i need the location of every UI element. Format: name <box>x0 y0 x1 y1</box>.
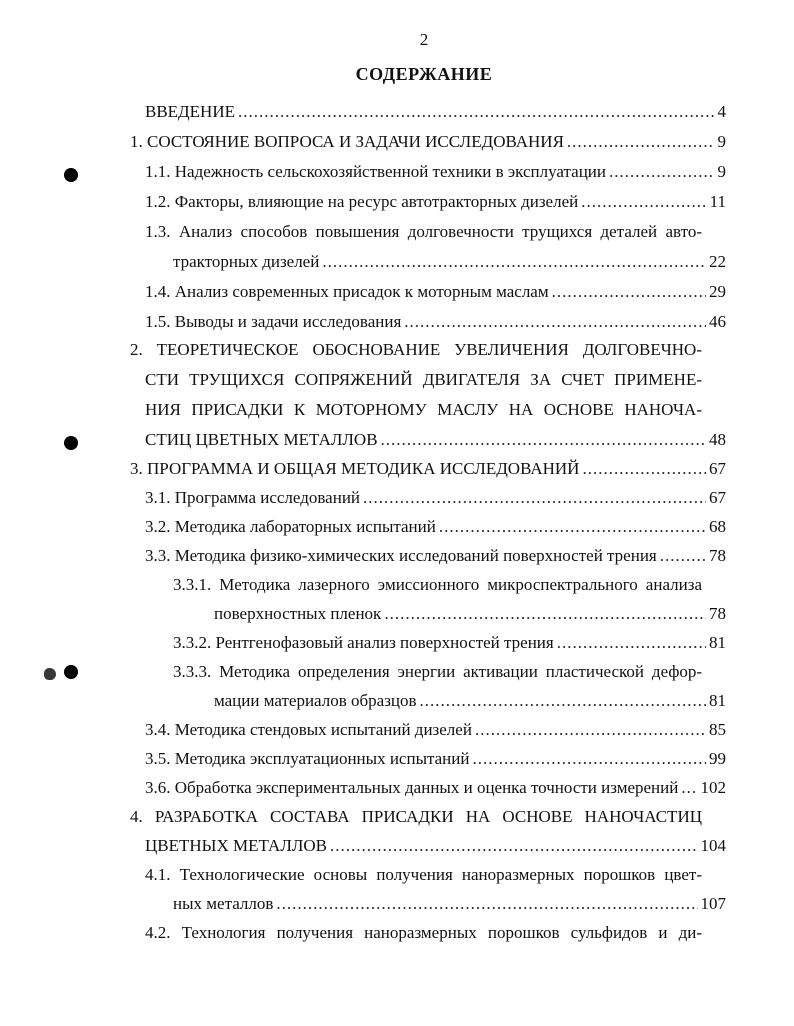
toc-entry-text: 3.6. Обработка экспериментальных данных и оценка точности измерений <box>145 778 679 797</box>
page-number: 2 <box>419 30 429 49</box>
toc-entry-chapter-4-line1[interactable]: 4. РАЗРАБОТКА СОСТАВА ПРИСАДКИ НА ОСНОВЕ НАНОЧАСТИЦ <box>130 807 702 826</box>
toc-entry-text: ВВЕДЕНИЕ <box>145 102 235 121</box>
toc-entry-section-1-3[interactable] <box>173 248 726 276</box>
toc-entry-text: СТИЦ ЦВЕТНЫХ МЕТАЛЛОВ <box>145 430 378 449</box>
toc-entry-page: 67 <box>709 459 726 478</box>
binder-hole-mark <box>64 665 78 679</box>
toc-entry-page: 81 <box>709 633 726 652</box>
toc-entry-page: 22 <box>709 252 726 271</box>
toc-entry-page: 107 <box>700 894 726 913</box>
toc-entry-page: 104 <box>700 836 726 855</box>
toc-entry-page: 68 <box>709 517 726 536</box>
toc-entry-section-3-3-3[interactable] <box>214 687 726 715</box>
toc-entry-section-3-3-2[interactable] <box>173 629 726 657</box>
toc-entry-chapter-2-line1[interactable]: 2. ТЕОРЕТИЧЕСКОЕ ОБОСНОВАНИЕ УВЕЛИЧЕНИЯ ДОЛГОВЕЧНО- <box>130 340 702 359</box>
toc-entry-chapter-3[interactable] <box>130 455 726 483</box>
toc-entry-chapter-1[interactable] <box>130 128 726 156</box>
toc-entry-text: 3.3. Методика физико-химических исследований поверхностей трения <box>145 546 657 565</box>
toc-entry-section-1-4[interactable] <box>145 278 726 306</box>
toc-entry-section-3-3-1[interactable] <box>214 600 726 628</box>
toc-entry-section-3-6[interactable] <box>145 774 726 802</box>
toc-entry-page: 11 <box>709 192 726 211</box>
toc-entry-page: 48 <box>709 430 726 449</box>
toc-entry-text: 3.2. Методика лабораторных испытаний <box>145 517 436 536</box>
toc-entry-text: 1.5. Выводы и задачи исследования <box>145 312 402 331</box>
toc-entry-chapter-4[interactable] <box>145 832 726 860</box>
toc-entry-text: 3.5. Методика эксплуатационных испытаний <box>145 749 470 768</box>
toc-entry-section-3-3[interactable] <box>145 542 726 570</box>
binder-hole-mark <box>64 436 78 450</box>
toc-entry-text: ных металлов <box>173 894 274 913</box>
toc-entry-text: тракторных дизелей <box>173 252 320 271</box>
toc-entry-page: 67 <box>709 488 726 507</box>
toc-entry-section-1-2[interactable] <box>145 188 726 216</box>
page-title: СОДЕРЖАНИЕ <box>355 64 493 84</box>
toc-entry-section-1-5[interactable] <box>145 308 726 336</box>
toc-entry-page: 99 <box>709 749 726 768</box>
ink-smudge <box>44 668 56 680</box>
toc-entry-chapter-2[interactable] <box>145 426 726 454</box>
toc-entry-page: 9 <box>717 162 726 181</box>
toc-entry-page: 78 <box>709 604 726 623</box>
toc-entry-chapter-2-line2[interactable]: СТИ ТРУЩИХСЯ СОПРЯЖЕНИЙ ДВИГАТЕЛЯ ЗА СЧЕТ ПРИМЕНЕ- <box>145 370 702 389</box>
toc-entry-section-4-1[interactable] <box>173 890 726 918</box>
toc-entry-page: 85 <box>709 720 726 739</box>
toc-entry-page: 102 <box>700 778 726 797</box>
toc-entry-page: 81 <box>709 691 726 710</box>
toc-entry-text: мации материалов образцов <box>214 691 417 710</box>
toc-entry-section-1-1[interactable] <box>145 158 726 186</box>
toc-entry-section-3-1[interactable] <box>145 484 726 512</box>
binder-hole-mark <box>64 168 78 182</box>
toc-entry-text: 3. ПРОГРАММА И ОБЩАЯ МЕТОДИКА ИССЛЕДОВАНИЙ <box>130 459 580 478</box>
toc-entry-page: 4 <box>717 102 726 121</box>
toc-entry-page: 78 <box>709 546 726 565</box>
toc-entry-page: 9 <box>717 132 726 151</box>
toc-entry-text: ЦВЕТНЫХ МЕТАЛЛОВ <box>145 836 328 855</box>
toc-entry-text: 1. СОСТОЯНИЕ ВОПРОСА И ЗАДАЧИ ИССЛЕДОВАНИЯ <box>130 132 564 151</box>
toc-entry-text: 1.4. Анализ современных присадок к моторным маслам <box>145 282 549 301</box>
toc-entry-section-1-3-line1[interactable]: 1.3. Анализ способов повышения долговечности трущихся деталей авто- <box>145 222 702 241</box>
toc-entry-section-3-4[interactable] <box>145 716 726 744</box>
toc-entry-page: 46 <box>709 312 726 331</box>
toc-entry-section-3-2[interactable] <box>145 513 726 541</box>
toc-entry-text: 3.3.2. Рентгенофазовый анализ поверхностей трения <box>173 633 554 652</box>
toc-entry-chapter-2-line3[interactable]: НИЯ ПРИСАДКИ К МОТОРНОМУ МАСЛУ НА ОСНОВЕ НАНОЧА- <box>145 400 702 419</box>
toc-entry-section-4-1-line1[interactable]: 4.1. Технологические основы получения наноразмерных порошков цвет- <box>145 865 702 884</box>
toc-entry-text: поверхностных пленок <box>214 604 382 623</box>
toc-entry-section-3-3-1-line1[interactable]: 3.3.1. Методика лазерного эмиссионного микроспектрального анализа <box>173 575 702 594</box>
toc-entry-text: 1.2. Факторы, влияющие на ресурс автотракторных дизелей <box>145 192 579 211</box>
toc-entry-intro[interactable] <box>145 98 726 126</box>
toc-entry-text: 1.1. Надежность сельскохозяйственной техники в эксплуатации <box>145 162 606 181</box>
toc-entry-section-4-2-line1[interactable]: 4.2. Технология получения наноразмерных порошков сульфидов и ди- <box>145 923 702 942</box>
toc-entry-page: 29 <box>709 282 726 301</box>
toc-entry-text: 3.4. Методика стендовых испытаний дизелей <box>145 720 472 739</box>
toc-entry-section-3-3-3-line1[interactable]: 3.3.3. Методика определения энергии активации пластической дефор- <box>173 662 702 681</box>
toc-entry-section-3-5[interactable] <box>145 745 726 773</box>
toc-entry-text: 3.1. Программа исследований <box>145 488 361 507</box>
